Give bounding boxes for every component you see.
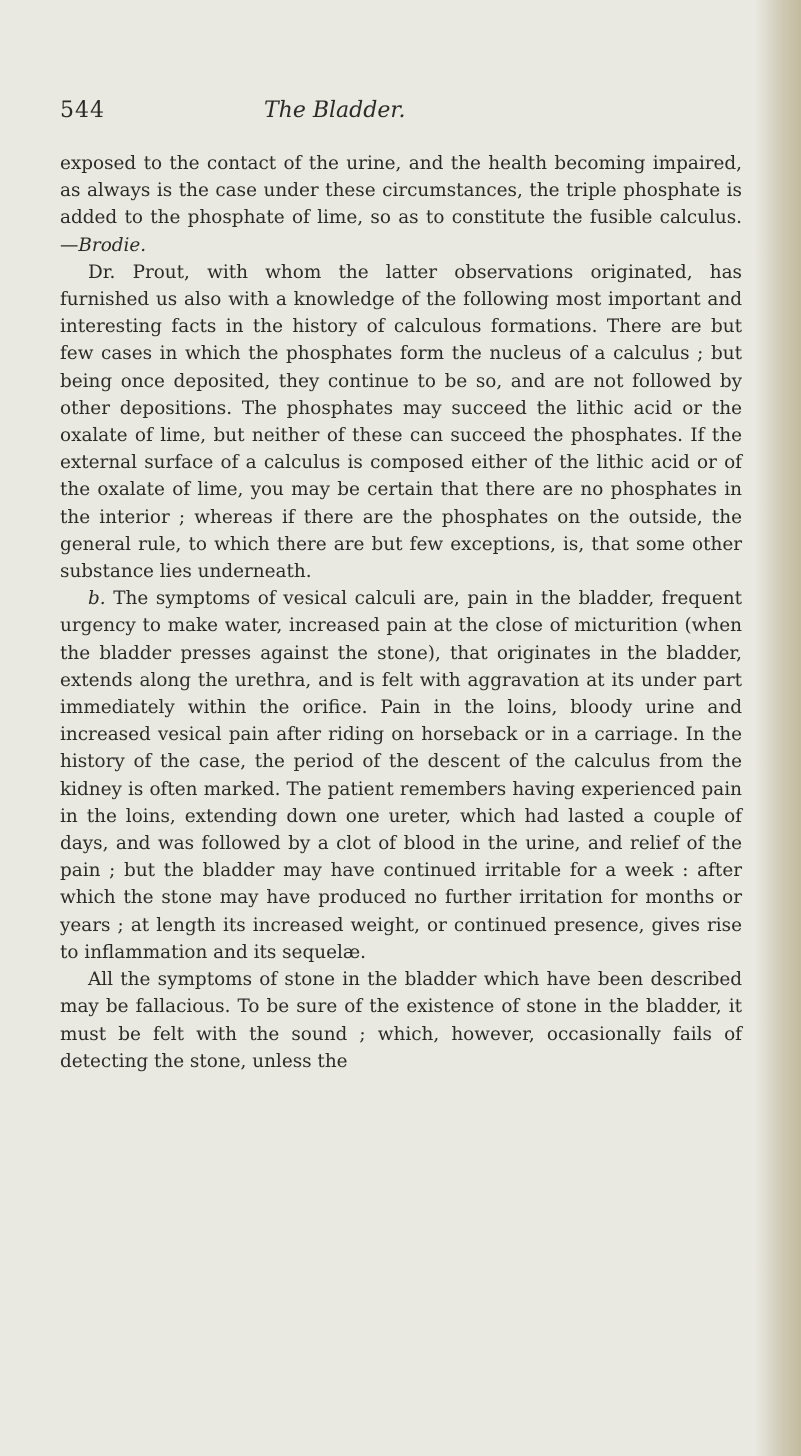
paragraph — [60, 150, 742, 259]
page-edge-shadow — [755, 0, 801, 1456]
paragraph: All the symptoms of stone in the bladder which have been described may be fallacious. To be sure of the existence of stone in the bladder, it must be felt with the sound ; which, however, occasionally fails of detecting the stone, unless the — [60, 969, 742, 1072]
running-title: The Bladder. — [264, 98, 406, 123]
paragraph — [60, 585, 742, 966]
page-number: 544 — [60, 98, 105, 123]
section-marker: b. — [88, 588, 106, 610]
paragraph: Dr. Prout, with whom the latter observations originated, has furnished us also with a knowledge of the following most important and interesting facts in the history of calculous formations. There are but few cases in which the phosphates form the nucleus of a calculus ; but being once deposited, they continue to be so, and are not followed by other depositions. The phosphates may succeed the lithic acid or the oxalate of lime, but neither of these can succeed the phosphates. If the external surface of a calculus is composed either of the lithic acid or of the oxalate of lime, you may be certain that there are no phosphates in the interior ; whereas if there are the phosphates on the outside, the general rule, to which there are but few exceptions, is, that some other substance lies underneath. — [60, 261, 742, 583]
attribution: Brodie. — [78, 234, 147, 256]
paragraph-text: The symptoms of vesical calculi are, pain in the bladder, frequent urgency to make water, increased pain at the close of micturition (when the bladder presses against the stone), that originates in the bladder, extends along the urethra, and is felt with aggravation at its under part immediately within the orifice. Pain in the loins, bloody urine and increased vesical pain after riding on horseback or in a carriage. In the history of the case, the period of the descent of the calculus from the kidney is often marked. The patient remembers having experienced pain in the loins, extending down one ureter, which had lasted a couple of days, and was followed by a clot of blood in the urine, and relief of the pain ; but the bladder may have continued irritable for a week : after which the stone may have produced no further irritation for months or years ; at length its increased weight, or continued presence, gives rise to inflammation and its sequelæ. — [60, 588, 742, 963]
page-header — [60, 98, 750, 138]
body-text — [60, 150, 742, 1075]
attribution-dash: — — [60, 234, 79, 256]
paragraph-text: exposed to the contact of the urine, and the health becoming impaired, as always is the case under these circumstances, the triple phosphate is added to the phosphate of lime, so as to constitute the fusible calculus. — [60, 153, 742, 229]
